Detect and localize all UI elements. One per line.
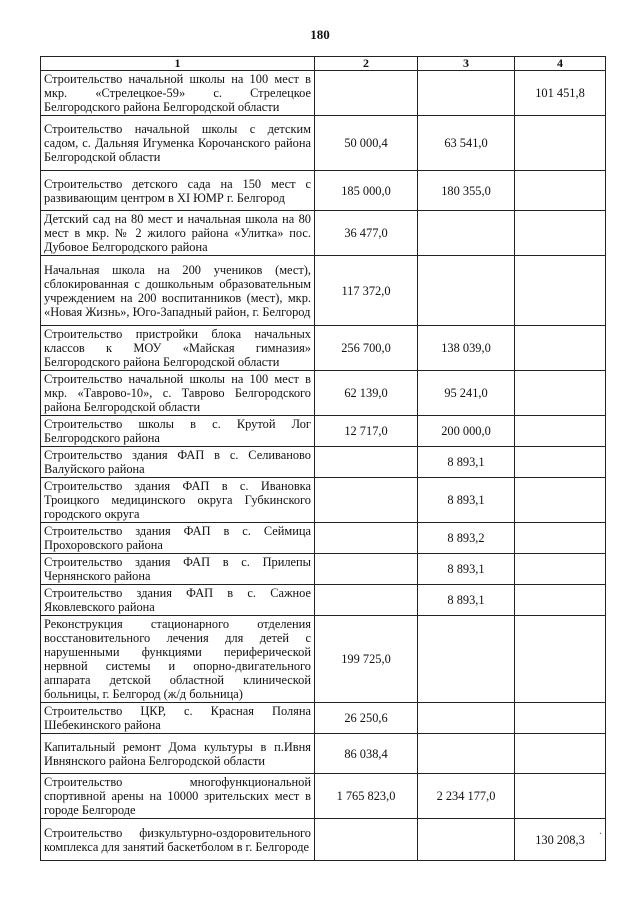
table-row [41,478,606,523]
object-name-cell: Строительство начальной школы на 100 мест в мкр. «Стрелецкое-59» с. Стрелецкое Белгородского района Белгородской области [41,71,315,116]
value-col3-cell: 95 241,0 [418,371,515,416]
value-col3-cell: 180 355,0 [418,171,515,211]
table-row [41,116,606,171]
value-col2-cell: 62 139,0 [315,371,418,416]
value-col3-cell: 8 893,2 [418,523,515,554]
table-row [41,171,606,211]
scan-mark: . [599,823,602,837]
value-col3-cell: 2 234 177,0 [418,774,515,819]
column-header-2: 2 [315,57,418,71]
table-row [41,734,606,774]
value-col4-cell: 101 451,8 [515,71,606,116]
table-row [41,211,606,256]
table-row [41,371,606,416]
object-name-cell: Строительство пристройки блока начальных классов к МОУ «Майская гимназия» Белгородского района Белгородской области [41,326,315,371]
value-col4-cell [515,371,606,416]
object-name-cell: Начальная школа на 200 учеников (мест), сблокированная с дошкольным образовательным учреждением на 200 воспитанников (мест), мкр. «Новая Жизнь», Юго-Западный район, г. Белгород [41,256,315,326]
page-number: 180 [310,27,330,42]
value-col3-cell: 8 893,1 [418,447,515,478]
object-name-cell: Строительство здания ФАП в с. Сеймица Прохоровского района [41,523,315,554]
table-row [41,326,606,371]
value-col2-cell [315,585,418,616]
construction-budget-table [40,56,606,861]
object-name-cell: Строительство физкультурно-оздоровительного комплекса для занятий баскетболом в г. Белгороде [41,819,315,861]
table-row [41,256,606,326]
value-col3-cell [418,734,515,774]
value-col4-cell: 130 208,3 [515,819,606,861]
object-name-cell: Строительство здания ФАП в с. Ивановка Троицкого медицинского округа Губкинского городского округа [41,478,315,523]
column-header-3: 3 [418,57,515,71]
value-col4-cell [515,774,606,819]
object-name-cell: Строительство здания ФАП в с. Сажное Яковлевского района [41,585,315,616]
table-row [41,523,606,554]
value-col3-cell [418,211,515,256]
value-col4-cell [515,703,606,734]
value-col4-cell [515,478,606,523]
table-row [41,554,606,585]
value-col2-cell [315,447,418,478]
table-body [41,71,606,861]
value-col3-cell [418,256,515,326]
object-name-cell: Строительство начальной школы с детским садом, с. Дальняя Игуменка Корочанского района Белгородской области [41,116,315,171]
value-col2-cell [315,523,418,554]
value-col2-cell: 1 765 823,0 [315,774,418,819]
value-col2-cell: 36 477,0 [315,211,418,256]
value-col2-cell: 12 717,0 [315,416,418,447]
value-col2-cell [315,71,418,116]
column-header-1: 1 [41,57,315,71]
table-header-row [41,57,606,71]
value-col4-cell [515,447,606,478]
value-col3-cell [418,616,515,703]
value-col2-cell [315,478,418,523]
value-col4-cell [515,416,606,447]
value-col2-cell: 26 250,6 [315,703,418,734]
table-row [41,585,606,616]
value-col2-cell: 50 000,4 [315,116,418,171]
table-row [41,774,606,819]
value-col4-cell [515,616,606,703]
value-col4-cell [515,211,606,256]
table-row [41,447,606,478]
object-name-cell: Реконструкция стационарного отделения восстановительного лечения для детей с нарушенными функциями периферической нервной системы и опорно-двигательного аппарата детской областной клинической больницы, г. Белгород (ж/д больница) [41,616,315,703]
value-col4-cell [515,554,606,585]
value-col3-cell [418,71,515,116]
value-col2-cell [315,554,418,585]
table-row [41,416,606,447]
object-name-cell: Строительство ЦКР, с. Красная Поляна Шебекинского района [41,703,315,734]
value-col2-cell: 256 700,0 [315,326,418,371]
value-col3-cell: 200 000,0 [418,416,515,447]
value-col4-cell [515,256,606,326]
value-col2-cell: 86 038,4 [315,734,418,774]
value-col4-cell [515,116,606,171]
value-col3-cell: 8 893,1 [418,478,515,523]
value-col4-cell [515,734,606,774]
value-col4-cell [515,171,606,211]
value-col3-cell [418,703,515,734]
column-header-4: 4 [515,57,606,71]
table-row [41,71,606,116]
object-name-cell: Строительство здания ФАП в с. Прилепы Чернянского района [41,554,315,585]
table-row [41,616,606,703]
value-col3-cell: 63 541,0 [418,116,515,171]
object-name-cell: Строительство начальной школы на 100 мест в мкр. «Таврово-10», с. Таврово Белгородского района Белгородской области [41,371,315,416]
value-col2-cell: 199 725,0 [315,616,418,703]
value-col3-cell: 8 893,1 [418,585,515,616]
table-row [41,703,606,734]
object-name-cell: Капитальный ремонт Дома культуры в п.Ивня Ивнянского района Белгородской области [41,734,315,774]
table-row [41,819,606,861]
value-col3-cell: 138 039,0 [418,326,515,371]
value-col3-cell: 8 893,1 [418,554,515,585]
object-name-cell: Строительство здания ФАП в с. Селиваново Валуйского района [41,447,315,478]
value-col2-cell: 117 372,0 [315,256,418,326]
value-col4-cell [515,523,606,554]
object-name-cell: Строительство детского сада на 150 мест с развивающим центром в XI ЮМР г. Белгород [41,171,315,211]
value-col4-cell [515,326,606,371]
object-name-cell: Детский сад на 80 мест и начальная школа на 80 мест в мкр. № 2 жилого района «Улитка» пос. Дубовое Белгородского района [41,211,315,256]
value-col4-cell [515,585,606,616]
object-name-cell: Строительство многофункциональной спортивной арены на 10000 зрительских мест в городе Белгороде [41,774,315,819]
value-col2-cell: 185 000,0 [315,171,418,211]
object-name-cell: Строительство школы в с. Крутой Лог Белгородского района [41,416,315,447]
value-col2-cell [315,819,418,861]
value-col3-cell [418,819,515,861]
